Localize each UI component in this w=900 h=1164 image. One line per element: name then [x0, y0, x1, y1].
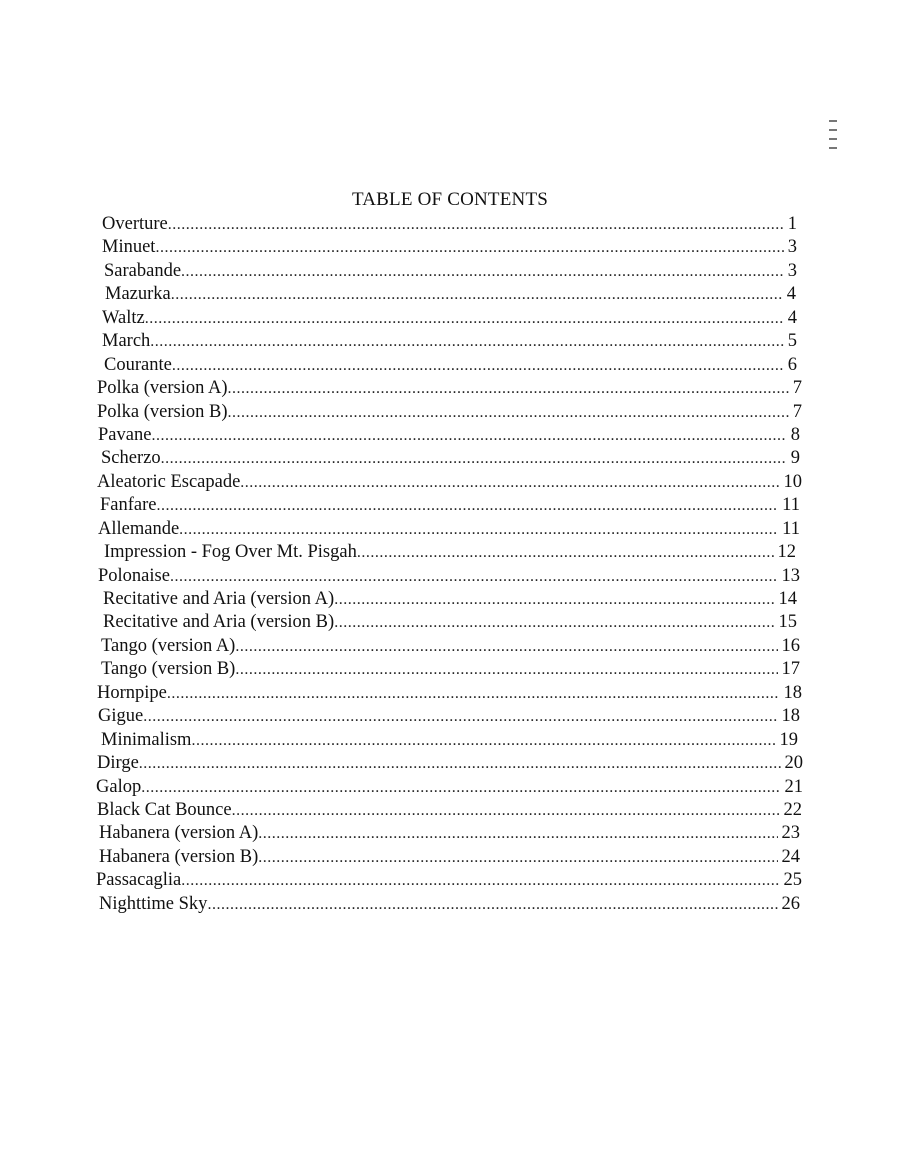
toc-entry-page-number: 16 — [781, 635, 800, 656]
toc-entry-page-number: 12 — [777, 542, 796, 563]
toc-entry — [98, 518, 800, 541]
toc-dot-leader — [155, 236, 783, 259]
toc-entry-title: Tango (version B) — [101, 659, 236, 680]
tick-mark — [829, 147, 837, 149]
toc-entry-title: Fanfare — [100, 495, 157, 516]
toc-entry — [101, 658, 800, 681]
toc-heading: TABLE OF CONTENTS — [351, 189, 549, 210]
toc-entry-title: Recitative and Aria (version A) — [103, 589, 335, 609]
toc-entry-page-number: 3 — [787, 237, 797, 258]
toc-entry-title: Waltz — [102, 307, 145, 328]
toc-entry-title: Hornpipe — [97, 682, 167, 703]
toc-entry-page-number: 7 — [792, 378, 802, 399]
toc-entry — [97, 377, 802, 400]
toc-entry-page-number: 26 — [781, 893, 800, 914]
toc-list — [0, 213, 900, 916]
toc-entry-page-number: 10 — [783, 471, 802, 492]
toc-entry — [102, 213, 797, 236]
toc-entry-title: Impression - Fog Over Mt. Pisgah — [104, 542, 357, 563]
toc-entry-page-number: 20 — [784, 753, 803, 774]
toc-dot-leader — [179, 518, 778, 541]
toc-dot-leader — [334, 611, 774, 634]
toc-entry — [98, 565, 800, 588]
toc-entry-title: Courante — [104, 354, 172, 375]
toc-dot-leader — [143, 705, 777, 728]
toc-dot-leader — [240, 471, 779, 494]
toc-entry — [101, 447, 800, 470]
toc-entry — [99, 846, 800, 869]
toc-entry — [97, 799, 802, 822]
toc-entry-title: Habanera (version A) — [99, 823, 259, 844]
toc-entry-title: Minimalism — [101, 729, 192, 750]
toc-dot-leader — [228, 377, 789, 400]
toc-dot-leader — [168, 213, 784, 236]
toc-dot-leader — [181, 869, 779, 892]
toc-entry-page-number: 4 — [786, 284, 796, 305]
toc-entry — [99, 822, 800, 845]
toc-entry-title: Passacaglia — [96, 870, 182, 891]
toc-entry — [98, 424, 800, 447]
toc-entry — [97, 401, 802, 424]
toc-entry-page-number: 19 — [779, 729, 798, 750]
toc-entry-title: Pavane — [98, 424, 152, 445]
toc-entry — [102, 307, 797, 330]
toc-entry-title: Polka (version B) — [97, 401, 228, 422]
tick-mark — [829, 120, 837, 122]
toc-entry-title: Mazurka — [105, 284, 171, 305]
toc-entry-title: Tango (version A) — [101, 635, 236, 656]
toc-entry-title: Polonaise — [98, 565, 170, 586]
toc-entry-page-number: 25 — [783, 870, 802, 891]
toc-entry-page-number: 14 — [778, 589, 797, 609]
toc-entry-page-number: 4 — [787, 307, 797, 328]
toc-dot-leader — [170, 565, 778, 588]
toc-entry-page-number: 9 — [790, 448, 800, 469]
toc-entry — [105, 283, 796, 306]
toc-entry-title: Galop — [96, 776, 142, 797]
toc-entry-title: Dirge — [97, 753, 139, 774]
toc-entry-page-number: 3 — [787, 260, 797, 281]
toc-dot-leader — [258, 822, 777, 845]
toc-entry-title: Black Cat Bounce — [97, 799, 232, 820]
toc-dot-leader — [151, 424, 786, 447]
toc-dot-leader — [207, 893, 777, 916]
toc-entry-page-number: 24 — [781, 846, 800, 867]
toc-entry-page-number: 18 — [781, 706, 800, 727]
toc-entry-title: Sarabande — [104, 260, 182, 281]
toc-dot-leader — [171, 283, 783, 306]
toc-entry-page-number: 8 — [790, 424, 800, 445]
toc-dot-leader — [191, 729, 775, 752]
toc-entry — [102, 236, 797, 259]
toc-entry-page-number: 6 — [787, 354, 797, 375]
toc-dot-leader — [258, 846, 777, 869]
toc-dot-leader — [232, 799, 780, 822]
toc-entry — [97, 752, 803, 775]
toc-dot-leader — [150, 330, 783, 353]
toc-dot-leader — [157, 494, 779, 517]
margin-tick-marks — [829, 120, 839, 156]
toc-dot-leader — [172, 354, 784, 377]
toc-entry-page-number: 18 — [783, 682, 802, 703]
toc-entry — [103, 611, 797, 634]
toc-entry — [101, 729, 798, 752]
toc-entry-page-number: 23 — [781, 823, 800, 844]
toc-entry-title: Overture — [102, 214, 168, 234]
toc-entry-title: Aleatoric Escapade — [97, 471, 241, 492]
toc-entry — [102, 330, 797, 353]
toc-entry — [104, 541, 796, 564]
toc-dot-leader — [235, 658, 777, 681]
toc-entry-page-number: 5 — [787, 331, 797, 352]
toc-dot-leader — [181, 260, 784, 283]
tick-mark — [829, 129, 837, 131]
toc-entry — [98, 705, 800, 728]
toc-entry-page-number: 15 — [778, 612, 797, 633]
toc-entry-title: Nighttime Sky — [99, 893, 208, 914]
toc-entry-title: Polka (version A) — [97, 378, 228, 399]
toc-entry-page-number: 11 — [782, 518, 800, 539]
toc-entry — [100, 494, 800, 517]
toc-dot-leader — [167, 682, 780, 705]
toc-entry — [104, 260, 797, 283]
toc-entry-page-number: 1 — [787, 214, 797, 234]
toc-entry — [104, 354, 797, 377]
toc-dot-leader — [357, 541, 774, 564]
toc-dot-leader — [145, 307, 784, 330]
toc-entry-page-number: 13 — [781, 565, 800, 586]
toc-entry-title: Scherzo — [101, 448, 161, 469]
toc-dot-leader — [139, 752, 781, 775]
toc-entry-title: March — [102, 331, 151, 352]
toc-entry-title: Recitative and Aria (version B) — [103, 612, 335, 633]
toc-entry-page-number: 17 — [781, 659, 800, 680]
toc-dot-leader — [334, 588, 774, 611]
toc-entry-title: Gigue — [98, 706, 144, 727]
toc-entry-page-number: 7 — [792, 401, 802, 422]
toc-entry — [96, 776, 803, 799]
toc-dot-leader — [141, 776, 780, 799]
toc-entry — [97, 471, 802, 494]
toc-entry-title: Allemande — [98, 518, 180, 539]
toc-entry — [96, 869, 802, 892]
toc-entry-page-number: 11 — [782, 495, 800, 516]
tick-mark — [829, 138, 837, 140]
toc-entry-page-number: 21 — [784, 776, 803, 797]
toc-entry — [99, 893, 800, 916]
toc-entry — [97, 682, 802, 705]
toc-dot-leader — [228, 401, 789, 424]
toc-dot-leader — [161, 447, 787, 470]
toc-entry-title: Habanera (version B) — [99, 846, 259, 867]
toc-dot-leader — [235, 635, 777, 658]
toc-entry-page-number: 22 — [783, 799, 802, 820]
toc-entry — [101, 635, 800, 658]
toc-entry-title: Minuet — [102, 237, 156, 258]
toc-entry — [103, 588, 797, 611]
